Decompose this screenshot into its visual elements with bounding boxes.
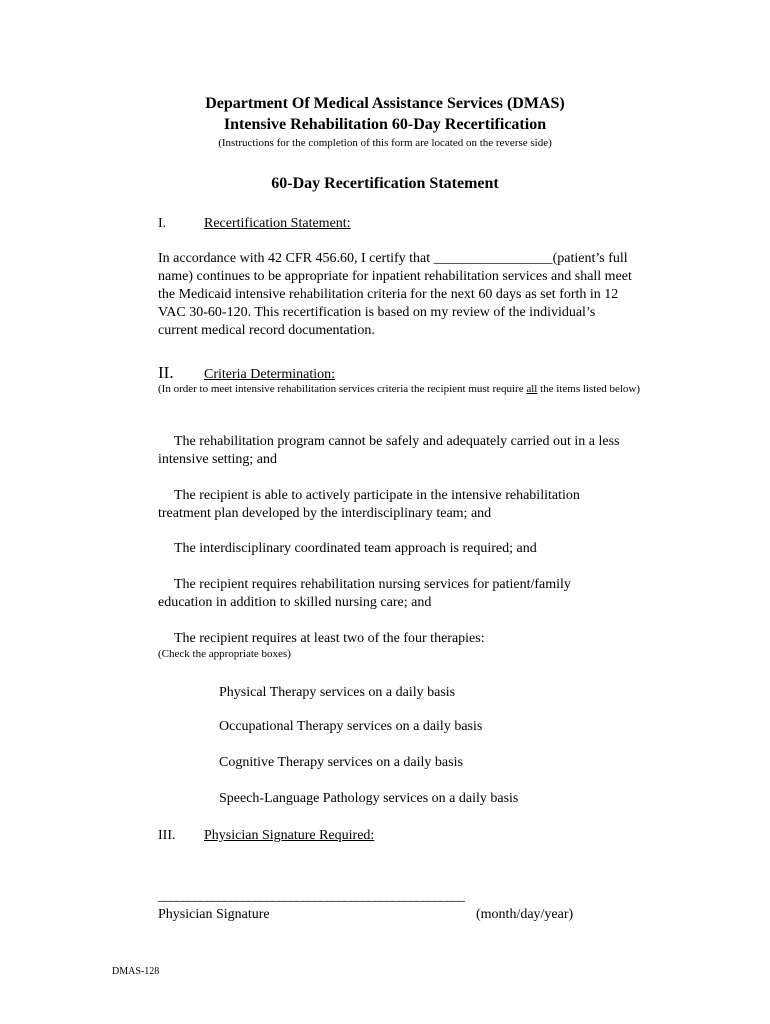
date-label: (month/day/year) — [476, 907, 574, 922]
criterion-5: The recipient requires at least two of the four therapies: — [174, 631, 485, 646]
section-2-numeral: II. — [158, 363, 174, 382]
criterion-4: The recipient requires rehabilitation nursing services for patient/family education in addition to skilled nursing care; and — [158, 577, 571, 610]
section-1-heading: Recertification Statement: — [204, 216, 351, 231]
therapy-physical[interactable]: Physical Therapy services on a daily basis — [219, 685, 456, 700]
therapy-occupational[interactable]: Occupational Therapy services on a daily basis — [219, 719, 483, 734]
signature-line[interactable]: ___________________________________________________ — [158, 889, 464, 904]
criteria-note: (In order to meet intensive rehabilitation services criteria the recipient must require all the items listed below) — [158, 383, 641, 395]
therapy-speech-language[interactable]: Speech-Language Pathology services on a daily basis — [219, 791, 519, 806]
section-1-text: In accordance with 42 CFR 456.60, I certify that _________________(patient’s full name) continues to be appropriate for inpatient rehabilitation services and shall meet the Medicaid intensive rehabilitation criteria for the next 60 days as set forth in 12 VAC 30-60-120. This recertification is based on my review of the individual’s current medical record documentation. — [158, 251, 632, 338]
form-title-line-1: Department Of Medical Assistance Services (DMAS) — [205, 95, 565, 112]
criterion-2: The recipient is able to actively participate in the intensive rehabilitation treatment plan developed by the interdisciplinary team; and — [158, 488, 580, 521]
physician-signature-label: Physician Signature — [158, 907, 270, 922]
section-3-heading: Physician Signature Required: — [204, 828, 375, 843]
criterion-1: The rehabilitation program cannot be safely and adequately carried out in a less intensive setting; and — [158, 434, 620, 467]
section-3-numeral: III. — [158, 828, 176, 843]
instructions-note: (Instructions for the completion of this form are located on the reverse side) — [218, 137, 552, 149]
criterion-3: The interdisciplinary coordinated team approach is required; and — [174, 541, 537, 556]
therapy-cognitive[interactable]: Cognitive Therapy services on a daily basis — [219, 755, 463, 770]
form-title-line-2: Intensive Rehabilitation 60-Day Recertification — [223, 116, 547, 133]
form-id: DMAS-128 — [112, 966, 160, 977]
statement-title: 60-Day Recertification Statement — [271, 175, 499, 192]
section-1-numeral: I. — [158, 216, 167, 231]
section-2-heading: Criteria Determination: — [204, 367, 336, 382]
check-boxes-note: (Check the appropriate boxes) — [158, 648, 291, 660]
